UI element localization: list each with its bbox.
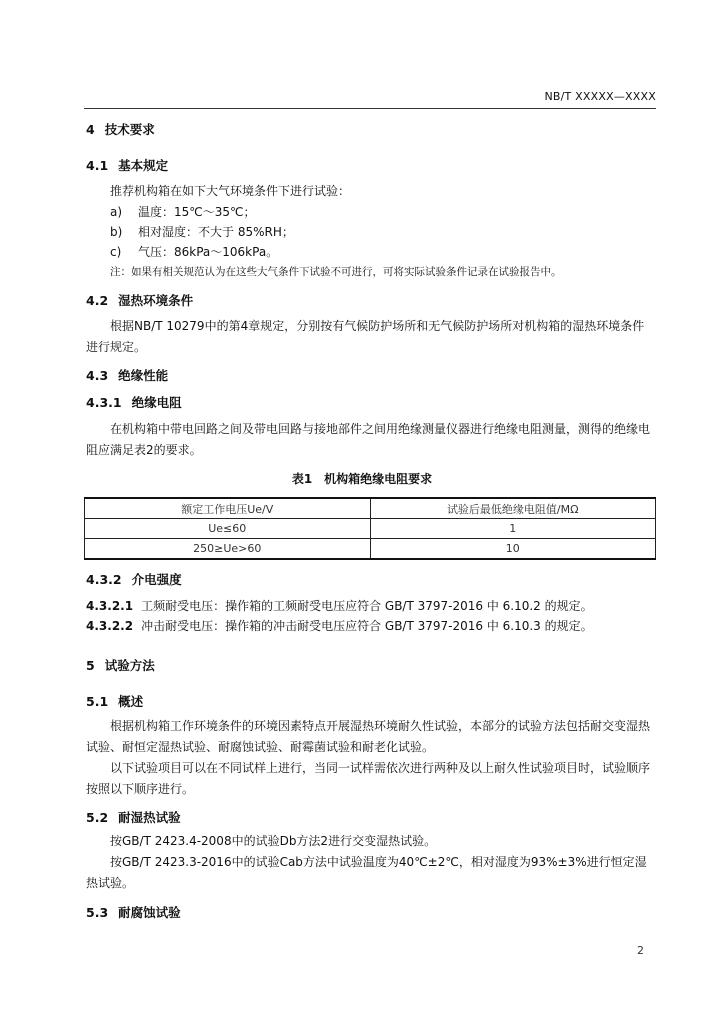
section-4-3-1-heading	[86, 393, 182, 411]
section-5-heading	[86, 656, 155, 674]
section-title: 技术要求	[104, 122, 155, 137]
note: 注：如果有相关规范认为在这些大气条件下试验不可进行，可将实际试验条件记录在试验报告中。	[110, 266, 562, 278]
watermark: ​	[213, 645, 247, 686]
section-title: 耐腐蚀试验	[118, 905, 181, 920]
section-number: 4	[86, 122, 95, 137]
section-number: 4.3.1	[86, 395, 122, 410]
section-number: 4.2	[86, 293, 109, 308]
section-number: 5	[86, 658, 95, 673]
table-header-row	[85, 498, 656, 519]
header-rule	[84, 108, 656, 109]
section-title: 耐湿热试验	[118, 810, 181, 825]
section-5-2-heading	[86, 808, 181, 826]
section-5-3-heading	[86, 903, 181, 921]
table-cell: 1	[370, 519, 656, 539]
section-title: 绝缘性能	[118, 368, 169, 383]
list-item: c) 气压：86kPa～106kPa。	[110, 245, 279, 259]
section-number: 5.1	[86, 694, 109, 709]
paragraph: 按GB/T 2423.4-2008中的试验Db方法2进行交变湿热试验。	[110, 834, 437, 848]
list-item: a) 温度：15℃～35℃；	[110, 205, 256, 219]
section-title: 湿热环境条件	[118, 293, 194, 308]
section-title: 绝缘电阻	[131, 395, 182, 410]
section-4-3-heading	[86, 366, 168, 384]
section-4-2-heading	[86, 291, 193, 309]
section-4-3-2-heading	[86, 570, 182, 588]
table-header-cell: 额定工作电压Ue/V	[85, 498, 371, 519]
section-number: 4.1	[86, 158, 109, 173]
section-number: 4.3.2	[86, 572, 122, 587]
table-caption: 表1 机构箱绝缘电阻要求	[291, 472, 433, 486]
table-cell: Ue≤60	[85, 519, 371, 539]
section-number: 5.2	[86, 810, 109, 825]
section-title: 基本规定	[118, 158, 169, 173]
clause-4-3-2-1: 4.3.2.1 工频耐受电压：操作箱的工频耐受电压应符合 GB/T 3797-2016 中 6.10.2 的规定。	[86, 599, 593, 613]
section-title: 介电强度	[131, 572, 182, 587]
table-header-cell: 试验后最低绝缘电阻值/MΩ	[370, 498, 656, 519]
conditions-intro: 推荐机构箱在如下大气环境条件下进行试验：	[110, 184, 351, 198]
section-5-1-heading	[86, 692, 143, 710]
section-number: 4.3	[86, 368, 109, 383]
insulation-table	[84, 497, 656, 560]
page-number: 2	[637, 944, 644, 957]
paragraph: 根据NB/T 10279中的第4章规定，分别按有气候防护场所和无气候防护场所对机构箱的湿热环境条件进行规定。	[86, 319, 645, 354]
table-row	[85, 539, 656, 560]
clause-4-3-2-2: 4.3.2.2 冲击耐受电压：操作箱的冲击耐受电压应符合 GB/T 3797-2016 中 6.10.3 的规定。	[86, 619, 593, 633]
section-title: 试验方法	[104, 658, 155, 673]
table-cell: 250≥Ue>60	[85, 539, 371, 560]
paragraph: 按GB/T 2423.3-2016中的试验Cab方法中试验温度为40℃±2℃，相对湿度为93%±3%进行恒定湿热试验。	[86, 855, 647, 890]
paragraph: 根据机构箱工作环境条件的环境因素特点开展湿热环境耐久性试验，本部分的试验方法包括耐交变湿热试验、耐恒定湿热试验、耐腐蚀试验、耐霉菌试验和耐老化试验。	[86, 719, 651, 754]
table-cell: 10	[370, 539, 656, 560]
section-title: 概述	[118, 694, 144, 709]
section-number: 5.3	[86, 905, 109, 920]
paragraph: 以下试验项目可以在不同试样上进行，当同一试样需依次进行两种及以上耐久性试验项目时，试验顺序按照以下顺序进行。	[86, 761, 651, 796]
document-code: NB/T XXXXX—XXXX	[544, 90, 656, 103]
table-row	[85, 519, 656, 539]
section-4-1-heading	[86, 156, 168, 174]
list-item: b) 相对湿度：不大于 85%RH；	[110, 225, 294, 239]
paragraph: 在机构箱中带电回路之间及带电回路与接地部件之间用绝缘测量仪器进行绝缘电阻测量，测得的绝缘电阻应满足表2的要求。	[86, 422, 651, 457]
section-4-heading	[86, 120, 155, 138]
